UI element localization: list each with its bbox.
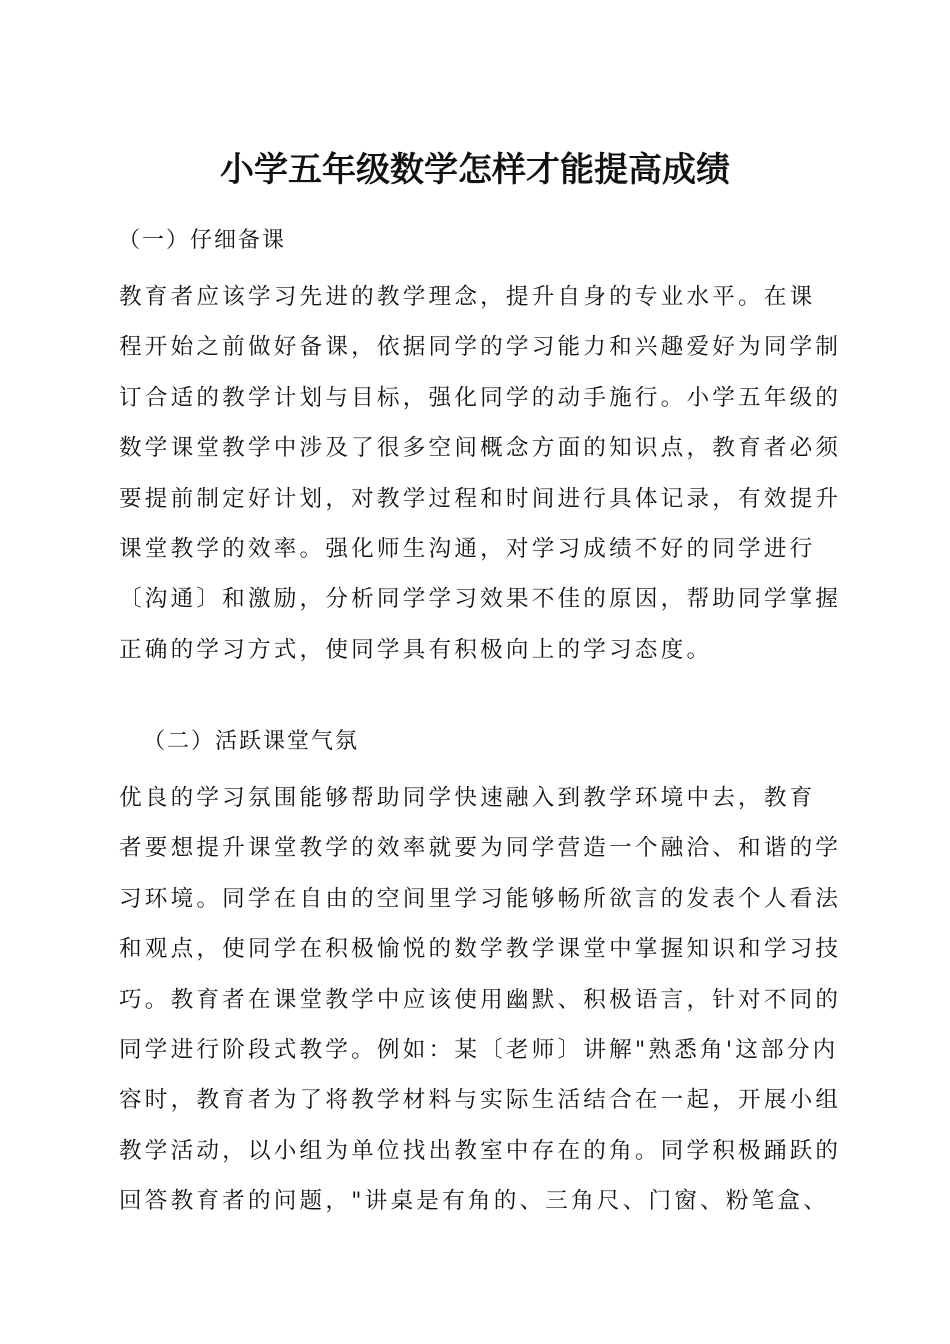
paragraph-line: 容时，教育者为了将教学材料与实际生活结合在一起，开展小组 xyxy=(119,1087,842,1114)
section-paragraph-2 xyxy=(119,773,842,1227)
paragraph-line: 程开始之前做好备课，依据同学的学习能力和兴趣爱好为同学制 xyxy=(119,334,842,361)
document-title: 小学五年级数学怎样才能提高成绩 xyxy=(220,150,730,190)
paragraph-line: 订合适的教学计划与目标，强化同学的动手施行。小学五年级的 xyxy=(119,384,842,411)
paragraph-line: 教学活动，以小组为单位找出教室中存在的角。同学积极踊跃的 xyxy=(119,1137,842,1164)
paragraph-line: 者要想提升课堂教学的效率就要为同学营造一个融洽、和谐的学 xyxy=(119,835,842,862)
paragraph-line: 巧。教育者在课堂教学中应该使用幽默、积极语言，针对不同的 xyxy=(119,986,842,1013)
paragraph-line: 和观点，使同学在积极愉悦的数学教学课堂中掌握知识和学习技 xyxy=(119,936,842,963)
paragraph-line: 课堂教学的效率。强化师生沟通，对学习成绩不好的同学进行 xyxy=(119,535,816,562)
paragraph-line: 同学进行阶段式教学。例如：某〔老师〕讲解"熟悉角'这部分内 xyxy=(119,1036,839,1063)
paragraph-line: 习环境。同学在自由的空间里学习能够畅所欲言的发表个人看法 xyxy=(119,885,842,912)
section-paragraph-1 xyxy=(119,272,842,675)
paragraph-line: 优良的学习氛围能够帮助同学快速融入到教学环境中去，教育 xyxy=(119,785,816,811)
paragraph-line: 教育者应该学习先进的教学理念，提升自身的专业水平。在课 xyxy=(119,284,816,310)
paragraph-line: 数学课堂教学中涉及了很多空间概念方面的知识点，教育者必须 xyxy=(119,435,842,462)
paragraph-line: 〔沟通〕和激励，分析同学学习效果不佳的原因，帮助同学掌握 xyxy=(119,586,842,613)
section-heading-1: （一）仔细备课 xyxy=(118,228,287,253)
paragraph-line: 正确的学习方式，使同学具有积极向上的学习态度。 xyxy=(119,636,713,663)
section-heading-2: （二）活跃课堂气氛 xyxy=(143,729,360,754)
paragraph-line: 回答教育者的问题，"讲桌是有角的、三角尺、门窗、粉笔盒、 xyxy=(119,1188,830,1215)
paragraph-line: 要提前制定好计划，对教学过程和时间进行具体记录，有效提升 xyxy=(119,485,842,512)
